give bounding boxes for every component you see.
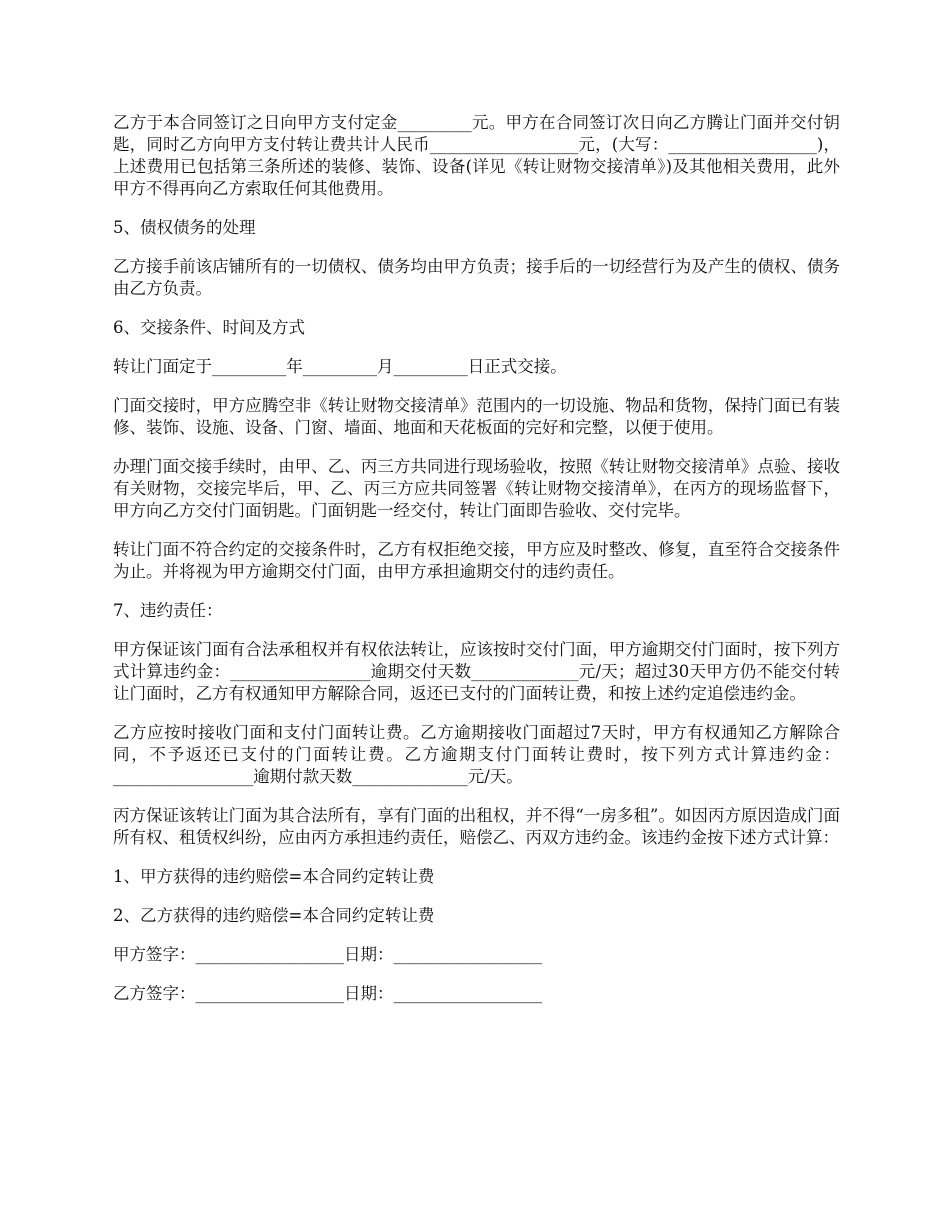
party-a-liability-paragraph: 甲方保证该门面有合法承租权并有权依法转让，应该按时交付门面，甲方逾期交付门面时，按下列方式计算违约金：_________________逾期交付天数_____________元/天；超过30天甲方仍不能交付转让门面时，乙方有权通知甲方解除合同，返还已支付的门面转让费，和按上述约定追偿违约金。 xyxy=(113,640,840,703)
party-a-signature-line: 甲方签字：__________________日期：__________________ xyxy=(113,945,542,964)
party-b-signature-line: 乙方签字：__________________日期：__________________ xyxy=(113,984,542,1003)
handover-condition-paragraph: 门面交接时，甲方应腾空非《转让财物交接清单》范围内的一切设施、物品和货物，保持门面已有装修、装饰、设施、设备、门窗、墙面、地面和天花板面的完好和完整，以便于使用。 xyxy=(113,396,840,437)
section-6-heading: 6、交接条件、时间及方式 xyxy=(113,318,305,337)
party-c-liability-paragraph: 丙方保证该转让门面为其合法所有，享有门面的出租权，并不得“一房多租”。如因丙方原因造成门面所有权、租赁权纠纷，应由丙方承担违约责任，赔偿乙、丙双方违约金。该违约金按下述方式计算： xyxy=(113,806,840,847)
party-b-liability-paragraph: 乙方应按时接收门面和支付门面转让费。乙方逾期接收门面超过7天时，甲方有权通知乙方解除合同，不予返还已支付的门面转让费。乙方逾期支付门面转让费时，按下列方式计算违约金：_________________逾期付款天数______________元/天。 xyxy=(113,723,840,786)
compensation-item-1: 1、甲方获得的违约赔偿=本合同约定转让费 xyxy=(113,867,435,886)
section-7-heading: 7、违约责任： xyxy=(113,601,223,620)
deposit-payment-paragraph: 乙方于本合同签订之日向甲方支付定金_________元。甲方在合同签订次日向乙方腾让门面并交付钥匙，同时乙方向甲方支付转让费共计人民币__________________元，(大写：__________________)，上述费用已包括第三条所述的装修、装饰、设备(详见《转让财物交接清单》)及其他相关费用，此外甲方不得再向乙方索取任何其他费用。 xyxy=(113,113,840,198)
handover-date-paragraph: 转让门面定于_________年_________月_________日正式交接。 xyxy=(113,357,567,376)
refusal-paragraph: 转让门面不符合约定的交接条件时，乙方有权拒绝交接，甲方应及时整改、修复，直至符合交接条件为止。并将视为甲方逾期交付门面，由甲方承担逾期交付的违约责任。 xyxy=(113,540,840,581)
handover-procedure-paragraph: 办理门面交接手续时，由甲、乙、丙三方共同进行现场验收，按照《转让财物交接清单》点验、接收有关财物，交接完毕后，甲、乙、丙三方应共同签署《转让财物交接清单》，在丙方的现场监督下，甲方向乙方交付门面钥匙。门面钥匙一经交付，转让门面即告验收、交付完毕。 xyxy=(113,457,840,520)
compensation-item-2: 2、乙方获得的违约赔偿=本合同约定转让费 xyxy=(113,906,435,925)
debt-handling-paragraph: 乙方接手前该店铺所有的一切债权、债务均由甲方负责；接手后的一切经营行为及产生的债权、债务由乙方负责。 xyxy=(113,257,840,298)
section-5-heading: 5、债权债务的处理 xyxy=(113,218,256,237)
